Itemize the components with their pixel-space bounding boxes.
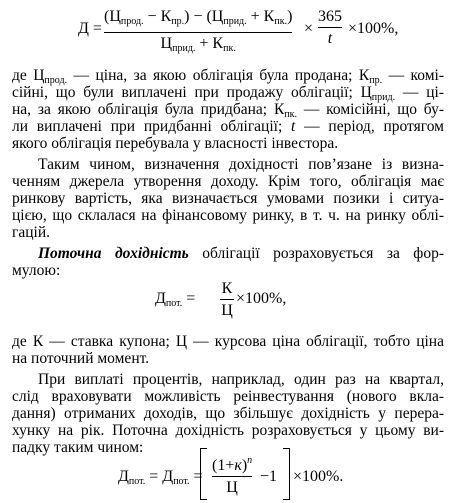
paragraph-line: Поточна дохідність облігації розраховується за фор- [38,245,444,262]
paragraph-line: Таким чином, визначення дохідності пов’язане із визна- [38,156,444,173]
term-current-yield: Поточна дохідність [38,245,189,262]
paragraph-line: мулою: [12,262,61,279]
paragraph-line: При виплаті процентів, наприклад, один раз на квартал, [38,371,444,388]
paragraph-line: гацій. [12,224,51,241]
paragraph-line: де К — ставка купона; Ц — курсова ціна облігації, тобто ціна [12,333,444,350]
formula3-fraction: $(1+к)^n$ Ц [212,455,253,496]
paragraph-line: якого облігація перебувала у власності інвестора. [12,135,339,152]
paragraph-line: хунку на рік. Поточна дохідність розраховується у цьому ви- [12,422,444,439]
formula3-minus-one: −1 [260,468,278,485]
formula-fraction-main [104,8,292,58]
formula-times: × [304,20,314,37]
formula3-bracket-right [283,448,290,500]
paragraph-line: ли виплачені при придбанні облігації; t — період, протягом [12,118,444,135]
paragraph-line: сійні, що були виплачені при продажу облігації; $Ц_{прид.}$ — ці- [12,84,444,103]
paragraph-line: ченням джерела утворення доходу. Крім того, облігація має [12,173,444,190]
formula-tail: ×100%, [348,20,399,37]
formula-denominator: $Ц_{прид.} + К_{пк.}$ [160,35,236,54]
formula2-fraction: К Ц [221,280,233,319]
formula-numerator: $(Ц_{прод.} - К_{пр.}) - (Ц_{прид.} + К_{пк.})$ [104,8,293,27]
paragraph-line: на, за якою облігація була придбана; $К_{пк.}$ — комісійні, що бу- [12,101,444,120]
formula3-bracket-left [200,448,207,500]
formula2-lhs: $Д_{пот.}$ = [155,290,196,309]
paragraph-line: дання) отриманих доходів, що збільшує дохідність у перера- [12,405,444,422]
formula3-lhs: $Д_{пот.} = Д_{пот.}$ = [118,468,203,487]
paragraph-line: на поточний момент. [12,350,150,367]
paragraph-line: падку таким чином: [12,439,144,456]
formula2-tail: ×100%, [236,290,287,307]
paragraph-line: де $Ц_{прод.}$ — ціна, за якою облігація була продана; $К_{пр.}$ — комі- [12,67,444,86]
paragraph-line: ринкову вартість, яка визначається умовами позики і ситуа- [12,190,444,207]
paragraph-line: цією, що склалася на фінансовому ринку, в т. ч. на ринку облі- [12,207,444,224]
paragraph-line: слід враховувати можливість реінвестування (нового вкла- [12,388,444,405]
formula-fraction-days: 365 t [318,8,342,47]
formula-lhs: Д = [78,20,102,37]
formula3-tail: ×100%. [293,468,344,485]
